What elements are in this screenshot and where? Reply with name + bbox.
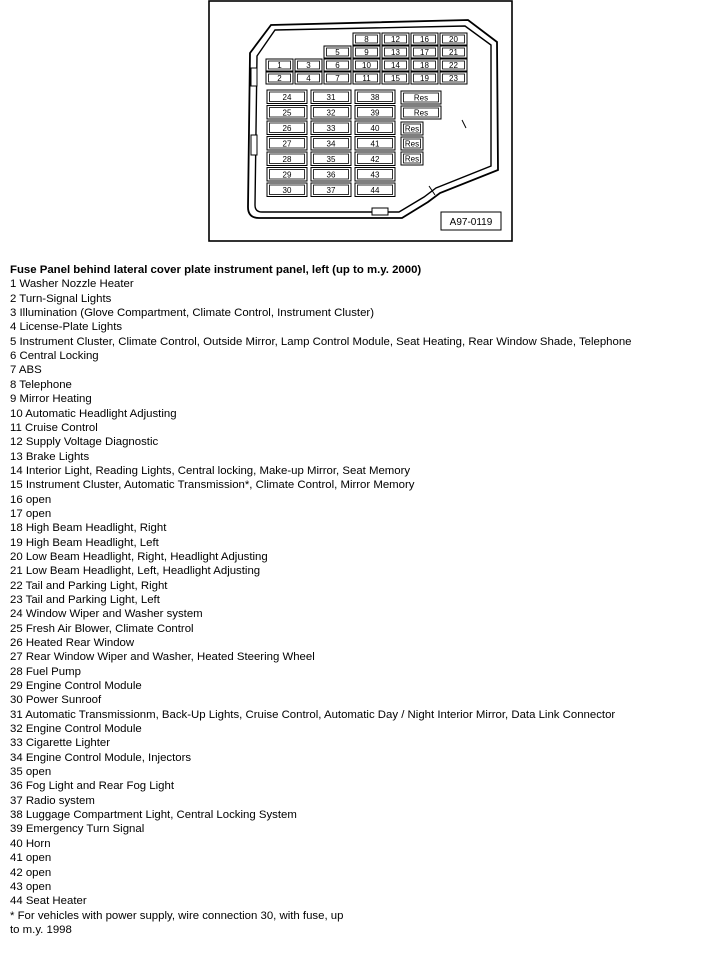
fuse-slot-label: 5 (335, 48, 340, 58)
fuse-slot (266, 59, 293, 71)
fuse-slot-label: 19 (420, 74, 429, 84)
fuse-slot-label: 15 (391, 74, 400, 84)
fuse-list-item: 29 Engine Control Module (10, 680, 142, 693)
fuse-slot (295, 72, 322, 84)
fuse-slot-label: 21 (449, 48, 458, 58)
fuse-slot (382, 59, 409, 71)
fuse-slot (267, 152, 307, 166)
fuse-slot (311, 152, 351, 166)
relay-socket-label: Res (413, 108, 429, 118)
relay-socket (401, 122, 423, 135)
fuse-list-item: 1 Washer Nozzle Heater (10, 278, 134, 291)
fuse-list-item: 5 Instrument Cluster, Climate Control, Outside Mirror, Lamp Control Module, Seat Heating, Rear Window Shade, Telephone (10, 335, 632, 348)
fuse-slot-label: 9 (364, 48, 369, 58)
fuse-slot (267, 121, 307, 135)
fuse-list-item: 27 Rear Window Wiper and Washer, Heated Steering Wheel (10, 651, 315, 664)
relay-socket (401, 106, 441, 119)
fuse-list-item: 21 Low Beam Headlight, Left, Headlight Adjusting (10, 565, 261, 578)
outline-detail (251, 68, 257, 86)
fuse-slot-label: 4 (306, 74, 311, 84)
fuse-slot (440, 33, 467, 45)
fuse-slot-label: 41 (370, 139, 380, 149)
relay-socket (401, 152, 423, 165)
fuse-slot-label: 33 (326, 123, 336, 133)
fuse-list-item: 30 Power Sunroof (10, 694, 102, 707)
fuse-slot-label: 1 (277, 61, 282, 71)
footnote-line: * For vehicles with power supply, wire connection 30, with fuse, up (10, 909, 344, 922)
fuse-list (10, 277, 710, 908)
fuse-list-item: 31 Automatic Transmissionm, Back-Up Lights, Cruise Control, Automatic Day / Night Interior Mirror, Data Link Connector (10, 708, 616, 721)
relay-socket (401, 91, 441, 104)
fuse-slot (324, 59, 351, 71)
fuse-slot-label: 38 (370, 92, 380, 102)
fuse-slot (411, 72, 438, 84)
fuse-slot (382, 72, 409, 84)
fuse-slot-label: 26 (282, 123, 292, 133)
fuse-list-item: 13 Brake Lights (10, 450, 90, 463)
fuse-list-item: 42 open (10, 866, 52, 879)
fuse-list-item: 37 Radio system (10, 794, 95, 807)
fuse-slot-label: 29 (282, 170, 292, 180)
fuse-slot (353, 33, 380, 45)
fuse-slot (311, 183, 351, 197)
fuse-list-item: 35 open (10, 766, 52, 779)
fuse-slot-label: 17 (420, 48, 429, 58)
fuse-slot (353, 72, 380, 84)
fuse-list-item: 18 High Beam Headlight, Right (10, 522, 167, 535)
fuse-list-item: 39 Emergency Turn Signal (10, 823, 145, 836)
diagram-code: A97-0119 (449, 217, 493, 228)
fuse-slot-label: 23 (449, 74, 458, 84)
fuse-list-item: 10 Automatic Headlight Adjusting (10, 407, 177, 420)
fuse-slot-label: 7 (335, 74, 340, 84)
fuse-slot (411, 46, 438, 58)
outline-detail (372, 208, 388, 215)
fuse-slot-label: 14 (391, 61, 400, 71)
fuse-slot (355, 183, 395, 197)
fuse-slot (382, 46, 409, 58)
fuse-list-item: 32 Engine Control Module (10, 723, 142, 736)
fuse-slot-label: 39 (370, 108, 380, 118)
fuse-slot (267, 168, 307, 182)
fuse-list-item: 24 Window Wiper and Washer system (10, 608, 203, 621)
footnote-line: to m.y. 1998 (10, 923, 72, 936)
fuse-slot (324, 72, 351, 84)
fuse-slot (267, 90, 307, 104)
fuse-slot (440, 72, 467, 84)
fuse-list-item: 36 Fog Light and Rear Fog Light (10, 780, 175, 793)
fuse-slot-label: 27 (282, 139, 292, 149)
fuse-slot (267, 106, 307, 120)
fuse-slot (355, 152, 395, 166)
fuse-slot-label: 2 (277, 74, 282, 84)
fuse-slot (355, 121, 395, 135)
fuse-list-item: 16 open (10, 493, 52, 506)
fuse-list-item: 19 High Beam Headlight, Left (10, 536, 159, 549)
fuse-list-item: 20 Low Beam Headlight, Right, Headlight Adjusting (10, 550, 268, 563)
fuse-slot (266, 72, 293, 84)
fuse-list-item: 9 Mirror Heating (10, 393, 92, 406)
fuse-slot (411, 33, 438, 45)
fuse-list-item: 40 Horn (10, 837, 51, 850)
fuse-slot-label: 8 (364, 35, 369, 45)
fuse-list-item: 15 Instrument Cluster, Automatic Transmission*, Climate Control, Mirror Memory (10, 479, 415, 492)
fuse-slot (355, 168, 395, 182)
fuse-list-item: 12 Supply Voltage Diagnostic (10, 436, 159, 449)
fuse-slot-label: 36 (326, 170, 336, 180)
fuse-slot (440, 46, 467, 58)
fuse-slot-label: 24 (282, 92, 292, 102)
fuse-slot (267, 137, 307, 151)
fuse-list-item: 38 Luggage Compartment Light, Central Locking System (10, 809, 297, 822)
fuse-list-item: 25 Fresh Air Blower, Climate Control (10, 622, 194, 635)
fuse-slot (311, 137, 351, 151)
fuse-slot (411, 59, 438, 71)
fuse-slot (355, 137, 395, 151)
fuse-slot-label: 11 (362, 74, 371, 84)
relay-socket-label: Res (404, 154, 420, 164)
fuse-panel-diagram (0, 0, 720, 250)
fuse-slot (311, 90, 351, 104)
fuse-slot-label: 25 (282, 108, 292, 118)
fuse-slot (355, 90, 395, 104)
fuse-slot-label: 32 (326, 108, 336, 118)
fuse-list-item: 26 Heated Rear Window (10, 637, 135, 649)
fuse-slot-label: 40 (370, 123, 380, 133)
fuse-list-item: 3 Illumination (Glove Compartment, Climate Control, Instrument Cluster) (10, 307, 374, 320)
fuse-slot-label: 6 (335, 61, 340, 71)
fuse-list-item: 34 Engine Control Module, Injectors (10, 751, 192, 764)
fuse-list-item: 2 Turn-Signal Lights (10, 292, 112, 305)
fuse-slot-label: 44 (370, 185, 380, 195)
fuse-list-item: 8 Telephone (10, 378, 72, 391)
fuse-slot-label: 35 (326, 154, 336, 164)
fuse-slot (295, 59, 322, 71)
relay-socket-label: Res (404, 124, 420, 134)
fuse-slot-label: 30 (282, 185, 292, 195)
fuse-slot-label: 22 (449, 61, 458, 71)
fuse-slot-label: 34 (326, 139, 336, 149)
fuse-slot-label: 31 (326, 92, 336, 102)
fuse-slot (311, 121, 351, 135)
relay-socket (401, 137, 423, 150)
fuse-slot-label: 42 (370, 154, 380, 164)
fuse-list-item: 4 License-Plate Lights (10, 321, 123, 334)
fuse-list-item: 23 Tail and Parking Light, Left (10, 593, 160, 606)
fuse-slot-label: 28 (282, 154, 292, 164)
fuse-list-item: 33 Cigarette Lighter (10, 737, 111, 750)
fuse-slot-label: 20 (449, 35, 458, 45)
fuse-list-item: 28 Fuel Pump (10, 665, 81, 678)
fuse-slot-label: 3 (306, 61, 311, 71)
page-title: Fuse Panel behind lateral cover plate instrument panel, left (up to m.y. 2000) (10, 264, 422, 276)
fuse-slot-label: 13 (391, 48, 400, 58)
fuse-list-item: 44 Seat Heater (10, 895, 87, 908)
fuse-slot (267, 183, 307, 197)
fuse-slot (440, 59, 467, 71)
fuse-list-item: 14 Interior Light, Reading Lights, Central locking, Make-up Mirror, Seat Memory (10, 464, 411, 477)
fuse-slot-label: 12 (391, 35, 400, 45)
fuse-list-item: 7 ABS (10, 364, 42, 377)
fuse-slot-label: 43 (370, 170, 380, 180)
fuse-slot-label: 16 (420, 35, 429, 45)
fuse-slot-label: 37 (326, 185, 336, 195)
fuse-slot (311, 106, 351, 120)
fuse-list-item: 11 Cruise Control (10, 421, 98, 434)
fuse-legend (10, 263, 710, 937)
fuse-list-item: 41 open (10, 852, 52, 865)
relay-socket-label: Res (404, 139, 420, 149)
fuse-slot (355, 106, 395, 120)
fuse-slot-label: 10 (362, 61, 371, 71)
fuse-list-item: 22 Tail and Parking Light, Right (10, 579, 168, 592)
fuse-slot (311, 168, 351, 182)
fuse-slot (382, 33, 409, 45)
outline-detail (251, 135, 257, 155)
relay-socket-label: Res (413, 93, 429, 103)
fuse-list-item: 43 open (10, 880, 52, 893)
fuse-slot-label: 18 (420, 61, 429, 71)
fuse-list-item: 6 Central Locking (10, 350, 99, 363)
fuse-slot (324, 46, 351, 58)
fuse-list-item: 17 open (10, 507, 52, 520)
fuse-slot (353, 59, 380, 71)
fuse-slot (353, 46, 380, 58)
